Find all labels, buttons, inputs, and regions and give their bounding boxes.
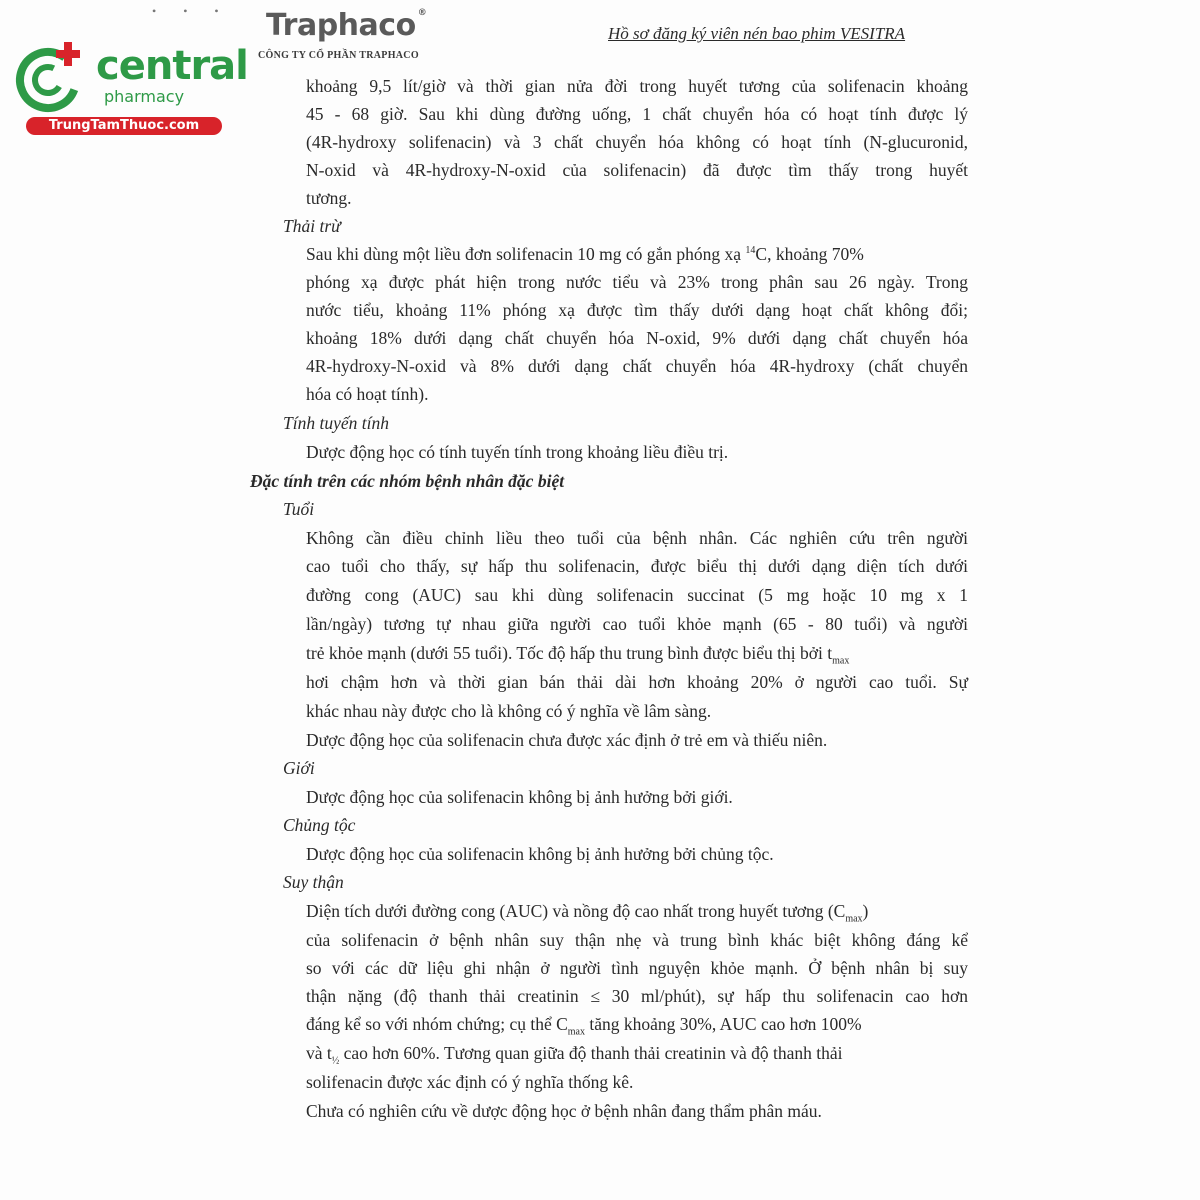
text-line: khoảng 9,5 lít/giờ và thời gian nửa đời trong huyết tương của solifenacin khoảng bbox=[306, 76, 968, 96]
text-line: thận nặng (độ thanh thải creatinin ≤ 30 ml/phút), sự hấp thu solifenacin cao hơn bbox=[306, 986, 968, 1006]
text-line: Diện tích dưới đường cong (AUC) và nồng độ cao nhất trong huyết tương $(C_{max})$ bbox=[306, 901, 869, 925]
text-line: 4R-hydroxy-N-oxid và 8% dưới dạng chất chuyển hóa 4R-hydroxy (chất chuyển bbox=[306, 356, 968, 376]
major-heading: Đặc tính trên các nhóm bệnh nhân đặc biệt bbox=[250, 471, 565, 491]
scan-dots: • • • bbox=[152, 4, 231, 18]
text-line: Không cần điều chỉnh liều theo tuổi của bệnh nhân. Các nghiên cứu trên người bbox=[306, 528, 968, 548]
text-line: Sau khi dùng một liều đơn solifenacin 10 mg có gắn phóng xạ $^{14}$C, khoảng 70% bbox=[306, 244, 864, 264]
text-line: cao tuổi cho thấy, sự hấp thu solifenacin, được biểu thị dưới dạng diện tích dưới bbox=[306, 556, 968, 576]
text-line: đường cong (AUC) sau khi dùng solifenacin succinat (5 mg hoặc 10 mg x 1 bbox=[306, 585, 968, 605]
text-line: và $t_{\frac{1}{2}}$ cao hơn 60%. Tương quan giữa độ thanh thải creatinin và độ thanh thải bbox=[306, 1043, 843, 1067]
text-line: Dược động học của solifenacin chưa được xác định ở trẻ em và thiếu niên. bbox=[306, 730, 828, 750]
section-heading: Thải trừ bbox=[283, 216, 341, 236]
text-line: Dược động học của solifenacin không bị ảnh hưởng bởi chủng tộc. bbox=[306, 844, 774, 864]
text-line: solifenacin được xác định có ý nghĩa thống kê. bbox=[306, 1072, 634, 1092]
text-line: đáng kể so với nhóm chứng; cụ thể $C_{max}$ tăng khoảng 30%, AUC cao hơn 100% bbox=[306, 1014, 862, 1038]
text-line: lần/ngày) tương tự nhau giữa người cao tuổi khỏe mạnh (65 - 80 tuổi) và người bbox=[306, 614, 968, 634]
text-line: Chưa có nghiên cứu về dược động học ở bệnh nhân đang thẩm phân máu. bbox=[306, 1101, 822, 1121]
document-title: Hồ sơ đăng ký viên nén bao phim VESITRA bbox=[608, 24, 906, 43]
text-line: phóng xạ được phát hiện trong nước tiểu và 23% trong phân sau 26 ngày. Trong bbox=[306, 272, 968, 292]
text-line: 45 - 68 giờ. Sau khi dùng đường uống, 1 chất chuyển hóa có hoạt tính được lý bbox=[306, 104, 968, 124]
text-line: tương. bbox=[306, 188, 352, 208]
text-line: khác nhau này được cho là không có ý nghĩa về lâm sàng. bbox=[306, 701, 712, 721]
logo-sub: pharmacy bbox=[104, 87, 185, 106]
text-line: (4R-hydroxy solifenacin) và 3 chất chuyển hóa không có hoạt tính (N-glucuronid, bbox=[306, 132, 968, 152]
logo-url: TrungTamThuoc.com bbox=[26, 117, 222, 135]
text-line: Dược động học có tính tuyến tính trong khoảng liều điều trị. bbox=[306, 442, 729, 462]
company-name: CÔNG TY CỔ PHẦN TRAPHACO bbox=[258, 50, 419, 61]
section-heading: Suy thận bbox=[283, 872, 344, 892]
text-line: nước tiểu, khoảng 11% phóng xạ được tìm thấy dưới dạng hoạt chất không đổi; bbox=[306, 300, 968, 320]
text-line: hơi chậm hơn và thời gian bán thải dài hơn khoảng 20% ở người cao tuổi. Sự bbox=[306, 672, 968, 692]
pharmacy-cross-icon bbox=[12, 40, 88, 116]
text-line: của solifenacin ở bệnh nhân suy thận nhẹ và trung bình khác biệt không đáng kể bbox=[306, 930, 968, 950]
text-line: so với các dữ liệu ghi nhận ở người tình nguyện khỏe mạnh. Ở bệnh nhân bị suy bbox=[306, 958, 968, 978]
section-heading: Chủng tộc bbox=[283, 815, 356, 835]
text-line: hóa có hoạt tính). bbox=[306, 384, 429, 404]
logo-name: central bbox=[96, 43, 248, 89]
section-heading: Tuổi bbox=[283, 499, 315, 519]
section-heading: Tính tuyến tính bbox=[283, 413, 389, 433]
registered-icon: ® bbox=[417, 8, 427, 18]
text-line: Dược động học của solifenacin không bị ảnh hưởng bởi giới. bbox=[306, 787, 733, 807]
text-line: N-oxid và 4R-hydroxy-N-oxid của solifenacin) đã được tìm thấy trong huyết bbox=[306, 160, 968, 180]
section-heading: Giới bbox=[283, 758, 315, 778]
traphaco-brand bbox=[266, 8, 426, 43]
brand-text: Traphaco bbox=[266, 8, 416, 43]
text-line: trẻ khỏe mạnh (dưới 55 tuổi). Tốc độ hấp thu trung bình được biểu thị bởi $t_{max}$ bbox=[306, 643, 850, 667]
text-line: khoảng 18% dưới dạng chất chuyển hóa N-oxid, 9% dưới dạng chất chuyển hóa bbox=[306, 328, 968, 348]
central-pharmacy-logo bbox=[12, 36, 248, 136]
